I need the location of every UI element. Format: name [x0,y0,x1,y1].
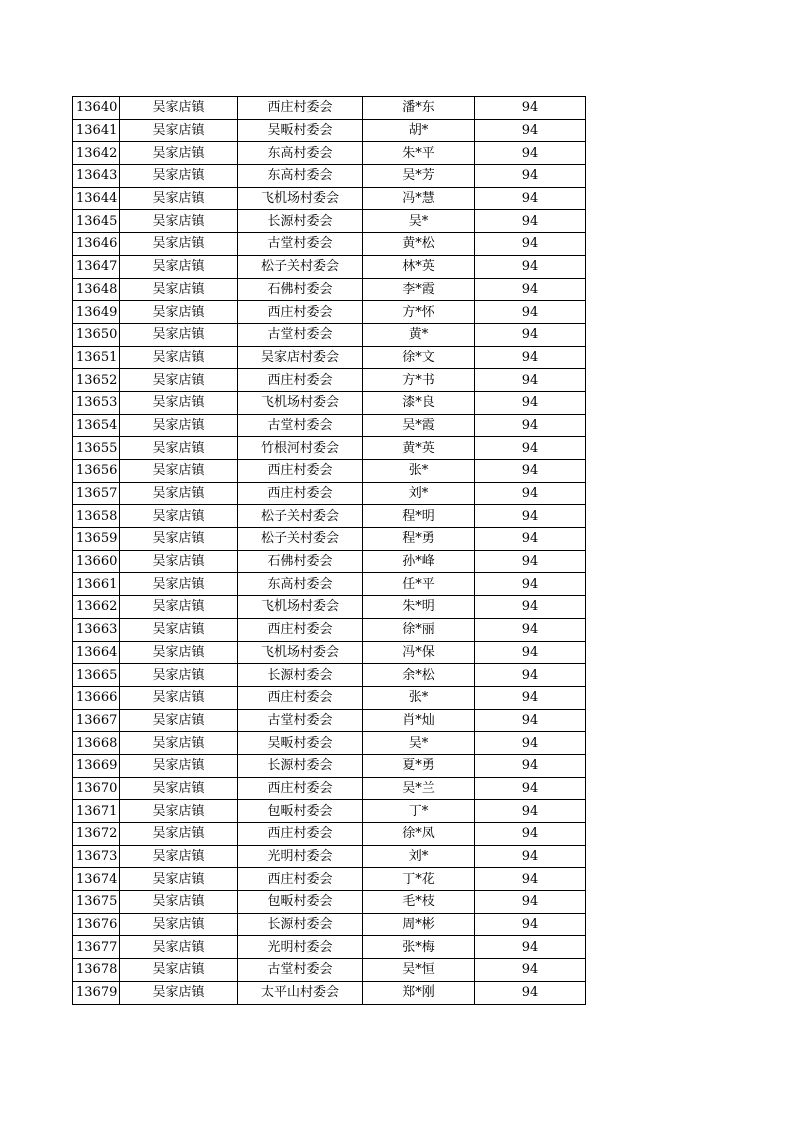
person-name-cell: 刘* [363,845,475,868]
town-cell: 吴家店镇 [120,528,238,551]
person-name-cell: 朱*平 [363,142,475,165]
serial-number-cell: 13653 [73,391,120,414]
town-cell: 吴家店镇 [120,823,238,846]
person-name-cell: 吴* [363,210,475,233]
score-cell: 94 [475,233,586,256]
person-name-cell: 黄*松 [363,233,475,256]
person-name-cell: 李*霞 [363,278,475,301]
person-name-cell: 林*英 [363,255,475,278]
person-name-cell: 吴* [363,732,475,755]
village-cell: 西庄村委会 [238,482,363,505]
table-row [73,505,586,528]
serial-number-cell: 13646 [73,233,120,256]
village-cell: 长源村委会 [238,210,363,233]
score-cell: 94 [475,641,586,664]
person-name-cell: 丁*花 [363,868,475,891]
table-row [73,868,586,891]
town-cell: 吴家店镇 [120,414,238,437]
person-name-cell: 徐*丽 [363,618,475,641]
serial-number-cell: 13644 [73,187,120,210]
score-cell: 94 [475,981,586,1004]
table-row [73,301,586,324]
table-body [73,97,586,1005]
town-cell: 吴家店镇 [120,369,238,392]
person-name-cell: 郑*刚 [363,981,475,1004]
score-cell: 94 [475,845,586,868]
table-row [73,255,586,278]
table-row [73,891,586,914]
village-cell: 古堂村委会 [238,233,363,256]
person-name-cell: 黄*英 [363,437,475,460]
town-cell: 吴家店镇 [120,460,238,483]
town-cell: 吴家店镇 [120,845,238,868]
table-row [73,913,586,936]
town-cell: 吴家店镇 [120,255,238,278]
table-row [73,936,586,959]
score-cell: 94 [475,437,586,460]
village-cell: 西庄村委会 [238,686,363,709]
town-cell: 吴家店镇 [120,573,238,596]
person-name-cell: 吴*芳 [363,165,475,188]
town-cell: 吴家店镇 [120,800,238,823]
town-cell: 吴家店镇 [120,119,238,142]
serial-number-cell: 13645 [73,210,120,233]
person-name-cell: 肖*灿 [363,709,475,732]
serial-number-cell: 13677 [73,936,120,959]
serial-number-cell: 13652 [73,369,120,392]
town-cell: 吴家店镇 [120,596,238,619]
person-name-cell: 程*勇 [363,528,475,551]
table-row [73,142,586,165]
person-name-cell: 任*平 [363,573,475,596]
town-cell: 吴家店镇 [120,913,238,936]
table-row [73,460,586,483]
score-cell: 94 [475,187,586,210]
serial-number-cell: 13656 [73,460,120,483]
town-cell: 吴家店镇 [120,301,238,324]
person-name-cell: 夏*勇 [363,754,475,777]
serial-number-cell: 13643 [73,165,120,188]
village-cell: 包畈村委会 [238,891,363,914]
village-cell: 西庄村委会 [238,97,363,120]
serial-number-cell: 13673 [73,845,120,868]
serial-number-cell: 13668 [73,732,120,755]
person-name-cell: 余*松 [363,664,475,687]
village-cell: 西庄村委会 [238,369,363,392]
village-cell: 飞机场村委会 [238,596,363,619]
table-row [73,800,586,823]
table-row [73,777,586,800]
score-cell: 94 [475,550,586,573]
score-cell: 94 [475,505,586,528]
score-cell: 94 [475,732,586,755]
score-cell: 94 [475,482,586,505]
score-cell: 94 [475,913,586,936]
table-row [73,369,586,392]
score-cell: 94 [475,528,586,551]
table-row [73,618,586,641]
score-cell: 94 [475,119,586,142]
serial-number-cell: 13667 [73,709,120,732]
village-cell: 吴畈村委会 [238,119,363,142]
town-cell: 吴家店镇 [120,550,238,573]
village-cell: 东高村委会 [238,142,363,165]
person-name-cell: 孙*峰 [363,550,475,573]
serial-number-cell: 13679 [73,981,120,1004]
person-name-cell: 冯*慧 [363,187,475,210]
serial-number-cell: 13641 [73,119,120,142]
town-cell: 吴家店镇 [120,664,238,687]
serial-number-cell: 13663 [73,618,120,641]
village-cell: 吴家店村委会 [238,346,363,369]
person-name-cell: 黄* [363,323,475,346]
village-cell: 东高村委会 [238,165,363,188]
village-cell: 古堂村委会 [238,414,363,437]
table-row [73,482,586,505]
serial-number-cell: 13649 [73,301,120,324]
village-cell: 古堂村委会 [238,709,363,732]
score-cell: 94 [475,346,586,369]
person-name-cell: 朱*明 [363,596,475,619]
table-row [73,414,586,437]
score-cell: 94 [475,255,586,278]
village-cell: 太平山村委会 [238,981,363,1004]
table-row [73,754,586,777]
person-name-cell: 张* [363,460,475,483]
town-cell: 吴家店镇 [120,505,238,528]
town-cell: 吴家店镇 [120,210,238,233]
person-name-cell: 方*书 [363,369,475,392]
town-cell: 吴家店镇 [120,142,238,165]
table-row [73,346,586,369]
village-cell: 西庄村委会 [238,777,363,800]
person-name-cell: 程*明 [363,505,475,528]
table-row [73,823,586,846]
village-cell: 飞机场村委会 [238,641,363,664]
village-cell: 古堂村委会 [238,959,363,982]
table-row [73,323,586,346]
score-cell: 94 [475,777,586,800]
person-name-cell: 冯*保 [363,641,475,664]
town-cell: 吴家店镇 [120,618,238,641]
score-cell: 94 [475,414,586,437]
table-row [73,981,586,1004]
town-cell: 吴家店镇 [120,233,238,256]
serial-number-cell: 13655 [73,437,120,460]
serial-number-cell: 13659 [73,528,120,551]
table-row [73,573,586,596]
village-cell: 光明村委会 [238,845,363,868]
town-cell: 吴家店镇 [120,165,238,188]
serial-number-cell: 13676 [73,913,120,936]
score-cell: 94 [475,573,586,596]
village-cell: 东高村委会 [238,573,363,596]
table-row [73,664,586,687]
serial-number-cell: 13651 [73,346,120,369]
town-cell: 吴家店镇 [120,641,238,664]
serial-number-cell: 13670 [73,777,120,800]
table-row [73,845,586,868]
data-table [72,96,586,1005]
serial-number-cell: 13642 [73,142,120,165]
table-row [73,528,586,551]
score-cell: 94 [475,210,586,233]
village-cell: 吴畈村委会 [238,732,363,755]
score-cell: 94 [475,891,586,914]
score-cell: 94 [475,709,586,732]
village-cell: 西庄村委会 [238,301,363,324]
serial-number-cell: 13671 [73,800,120,823]
table-row [73,709,586,732]
score-cell: 94 [475,823,586,846]
town-cell: 吴家店镇 [120,686,238,709]
table-row [73,119,586,142]
table-row [73,641,586,664]
village-cell: 松子关村委会 [238,505,363,528]
town-cell: 吴家店镇 [120,482,238,505]
score-cell: 94 [475,278,586,301]
village-cell: 飞机场村委会 [238,187,363,210]
table-row [73,233,586,256]
score-cell: 94 [475,369,586,392]
table-row [73,550,586,573]
serial-number-cell: 13666 [73,686,120,709]
score-cell: 94 [475,686,586,709]
serial-number-cell: 13648 [73,278,120,301]
village-cell: 西庄村委会 [238,618,363,641]
table-row [73,959,586,982]
person-name-cell: 毛*枝 [363,891,475,914]
town-cell: 吴家店镇 [120,777,238,800]
table-row [73,97,586,120]
village-cell: 石佛村委会 [238,550,363,573]
town-cell: 吴家店镇 [120,754,238,777]
serial-number-cell: 13665 [73,664,120,687]
person-name-cell: 吴*恒 [363,959,475,982]
village-cell: 松子关村委会 [238,528,363,551]
person-name-cell: 刘* [363,482,475,505]
serial-number-cell: 13662 [73,596,120,619]
score-cell: 94 [475,460,586,483]
village-cell: 长源村委会 [238,754,363,777]
village-cell: 长源村委会 [238,913,363,936]
serial-number-cell: 13674 [73,868,120,891]
serial-number-cell: 13669 [73,754,120,777]
score-cell: 94 [475,664,586,687]
town-cell: 吴家店镇 [120,97,238,120]
town-cell: 吴家店镇 [120,391,238,414]
table-row [73,210,586,233]
score-cell: 94 [475,97,586,120]
score-cell: 94 [475,959,586,982]
town-cell: 吴家店镇 [120,891,238,914]
village-cell: 长源村委会 [238,664,363,687]
person-name-cell: 吴*兰 [363,777,475,800]
serial-number-cell: 13647 [73,255,120,278]
table-row [73,391,586,414]
person-name-cell: 漆*良 [363,391,475,414]
serial-number-cell: 13654 [73,414,120,437]
score-cell: 94 [475,800,586,823]
village-cell: 西庄村委会 [238,823,363,846]
town-cell: 吴家店镇 [120,709,238,732]
town-cell: 吴家店镇 [120,959,238,982]
score-cell: 94 [475,618,586,641]
serial-number-cell: 13650 [73,323,120,346]
person-name-cell: 吴*霞 [363,414,475,437]
serial-number-cell: 13660 [73,550,120,573]
village-cell: 飞机场村委会 [238,391,363,414]
serial-number-cell: 13640 [73,97,120,120]
serial-number-cell: 13664 [73,641,120,664]
table-row [73,165,586,188]
village-cell: 西庄村委会 [238,868,363,891]
serial-number-cell: 13675 [73,891,120,914]
score-cell: 94 [475,301,586,324]
person-name-cell: 潘*东 [363,97,475,120]
town-cell: 吴家店镇 [120,278,238,301]
person-name-cell: 周*彬 [363,913,475,936]
table-row [73,187,586,210]
score-cell: 94 [475,165,586,188]
village-cell: 石佛村委会 [238,278,363,301]
town-cell: 吴家店镇 [120,437,238,460]
town-cell: 吴家店镇 [120,868,238,891]
person-name-cell: 丁* [363,800,475,823]
score-cell: 94 [475,596,586,619]
town-cell: 吴家店镇 [120,732,238,755]
serial-number-cell: 13672 [73,823,120,846]
village-cell: 松子关村委会 [238,255,363,278]
village-cell: 古堂村委会 [238,323,363,346]
serial-number-cell: 13678 [73,959,120,982]
town-cell: 吴家店镇 [120,936,238,959]
town-cell: 吴家店镇 [120,981,238,1004]
score-cell: 94 [475,936,586,959]
person-name-cell: 徐*文 [363,346,475,369]
town-cell: 吴家店镇 [120,187,238,210]
table-row [73,596,586,619]
village-cell: 光明村委会 [238,936,363,959]
serial-number-cell: 13661 [73,573,120,596]
table-row [73,437,586,460]
score-cell: 94 [475,754,586,777]
village-cell: 竹根河村委会 [238,437,363,460]
score-cell: 94 [475,142,586,165]
table-row [73,732,586,755]
score-cell: 94 [475,868,586,891]
table-row [73,686,586,709]
serial-number-cell: 13657 [73,482,120,505]
person-name-cell: 张* [363,686,475,709]
town-cell: 吴家店镇 [120,346,238,369]
person-name-cell: 方*怀 [363,301,475,324]
serial-number-cell: 13658 [73,505,120,528]
village-cell: 包畈村委会 [238,800,363,823]
person-name-cell: 胡* [363,119,475,142]
person-name-cell: 徐*凤 [363,823,475,846]
town-cell: 吴家店镇 [120,323,238,346]
person-name-cell: 张*梅 [363,936,475,959]
village-cell: 西庄村委会 [238,460,363,483]
score-cell: 94 [475,391,586,414]
table-row [73,278,586,301]
score-cell: 94 [475,323,586,346]
